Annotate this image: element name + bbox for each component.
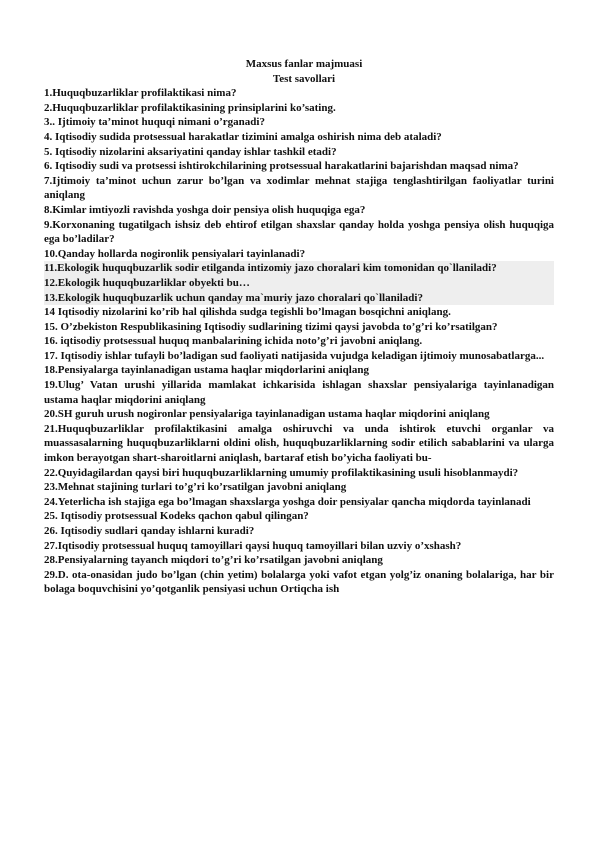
question-3: 3.. Ijtimoiy ta’minot huquqi nimani o’rganadi? xyxy=(44,116,265,129)
question-5: 5. Iqtisodiy nizolarini aksariyatini qanday ishlar tashkil etadi? xyxy=(44,145,337,158)
question-12: 12.Ekologik huquqbuzarliklar obyekti bu… xyxy=(44,276,554,291)
question-19: 19.Ulug’ Vatan urushi yillarida mamlakat ichkarisida ishlagan shaxslar pensiyalariga tayinlanadigan ustama haqlar miqdorini aniqlang xyxy=(44,379,554,406)
question-24: 24.Yeterlicha ish stajiga ega bo’lmagan shaxslarga yoshga doir pensiyalar qancha miqdorda tayinlanadi xyxy=(44,495,531,508)
question-17: 17. Iqtisodiy ishlar tufayli bo’ladigan sud faoliyati natijasida vujudga keladigan ijtimoiy munosabatlarga... xyxy=(44,349,545,362)
question-23: 23.Mehnat stajining turlari to’g’ri ko’rsatilgan javobni aniqlang xyxy=(44,481,347,494)
question-22: 22.Quyidagilardan qaysi biri huquqbuzarliklarning umumiy profilaktikasining usuli hisoblanmaydi? xyxy=(44,466,519,479)
question-27: 27.Iqtisodiy protsessual huquq tamoyillari qaysi huquq tamoyillari bilan uzviy o’xshash? xyxy=(44,539,462,552)
question-20: 20.SH guruh urush nogironlar pensiyalariga tayinlanadigan ustama haqlar miqdorini aniqlang xyxy=(44,408,490,421)
question-1: 1.Huquqbuzarliklar profilaktikasi nima? xyxy=(44,87,237,100)
question-15: 15. O’zbekiston Respublikasining Iqtisodiy sudlarining tizimi qaysi javobda to’g’ri ko’rsatilgan? xyxy=(44,320,498,333)
question-9: 9.Korxonaning tugatilgach ishsiz deb ehtirof etilgan shaxslar qanday holda yoshga pensiya olish huquqiga ega bo’ladilar? xyxy=(44,218,554,246)
question-13: 13.Ekologik huquqbuzarlik uchun qanday ma`muriy jazo choralari qo`llaniladi? xyxy=(44,291,554,306)
question-8: 8.Kimlar imtiyozli ravishda yoshga doir pensiya olish huquqiga ega? xyxy=(44,203,366,216)
question-14: 14 Iqtisodiy nizolarini ko’rib hal qilishda sudga tegishli bo’lmagan bosqichni aniqlang. xyxy=(44,306,451,319)
question-7: 7.Ijtimoiy ta’minot uchun zarur bo’lgan va xodimlar mehnat stajiga tenglashtirilgan faoliyatlar turini aniqlang xyxy=(44,174,554,202)
question-11: 11.Ekologik huquqbuzarlik sodir etilganda intizomiy jazo choralari kim tomonidan qo`llaniladi? xyxy=(44,261,554,276)
question-18: 18.Pensiyalarga tayinlanadigan ustama haqlar miqdorlarini aniqlang xyxy=(44,364,369,377)
document-title: Maxsus fanlar majmuasi xyxy=(245,58,363,70)
document-body xyxy=(44,57,554,597)
question-26: 26. Iqtisodiy sudlari qanday ishlarni kuradi? xyxy=(44,525,255,537)
question-16: 16. iqtisodiy protsessual huquq manbalarining ichida noto’g’ri javobni aniqlang. xyxy=(44,335,423,348)
question-10: 10.Qanday hollarda nogironlik pensiyalari tayinlanadi? xyxy=(44,247,306,260)
question-29: 29.D. ota-onasidan judo bo’lgan (chin yetim) bolalarga yoki vafot etgan yolg’iz onaning bolalariga, har bir bolaga boquvchisini yo’qotganlik pensiyasi uchun Ortiqcha ish xyxy=(44,568,554,596)
question-21: 21.Huquqbuzarliklar profilaktikasini amalga oshiruvchi va unda ishtirok etuvchi organlar va muassasalarning huquqbuzarliklarni oldini olish, huquqbuzarliklarning sodir etilich sabablarini va ularga imkon berayotgan shart-sharoitlarni aniqlash, bartaraf etish bo’yicha faoliyati bu- xyxy=(44,422,554,465)
question-28: 28.Pensiyalarning tayanch miqdori to’g’ri ko’rsatilgan javobni aniqlang xyxy=(44,554,383,567)
question-25: 25. Iqtisodiy protsessual Kodeks qachon qabul qilingan? xyxy=(44,510,309,523)
question-2: 2.Huquqbuzarliklar profilaktikasining prinsiplarini ko’sating. xyxy=(44,101,336,114)
question-6: 6. Iqtisodiy sudi va protsessi ishtirokchilarining protsessual harakatlarini bajarishdan maqsad nima? xyxy=(44,160,519,173)
document-subtitle: Test savollari xyxy=(272,72,336,85)
question-4: 4. Iqtisodiy sudida protsessual harakatlar tizimini amalga oshirish nima deb ataladi? xyxy=(44,130,442,143)
